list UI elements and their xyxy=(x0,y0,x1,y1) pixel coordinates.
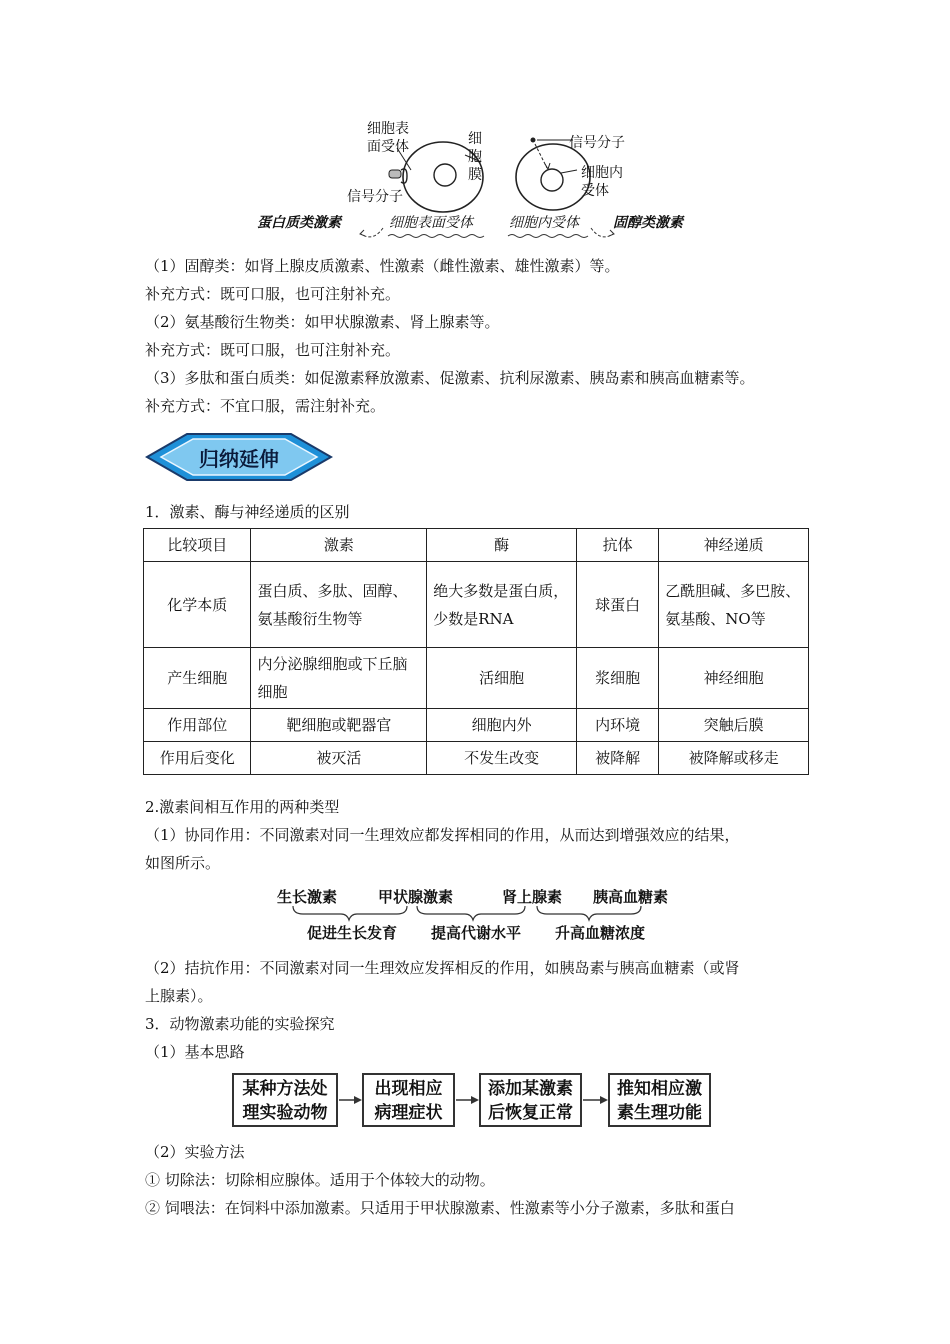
method-excision: ① 切除法：切除相应腺体。适用于个体较大的动物。 xyxy=(145,1171,495,1189)
table-header-cell: 抗体 xyxy=(576,529,658,562)
table-cell: 不发生改变 xyxy=(427,742,577,775)
table-cell: 被降解或移走 xyxy=(659,742,809,775)
table-cell: 内分泌腺细胞或下丘脑细胞 xyxy=(251,648,427,709)
table-cell: 浆细胞 xyxy=(576,648,658,709)
para-peptide-supplement: 补充方式：不宜口服，需注射补充。 xyxy=(145,397,386,415)
surface-receptor-label: 细胞表 xyxy=(367,121,409,137)
flow-arrows xyxy=(338,1090,610,1110)
table-cell: 内环境 xyxy=(576,709,658,742)
section1-title: 1．激素、酶与神经递质的区别 xyxy=(145,503,350,521)
table-row xyxy=(144,648,809,709)
inner-receptor-label-1: 细胞内 xyxy=(581,165,623,181)
membrane-label-3: 膜 xyxy=(468,167,482,183)
flow-step-4-line-1: 推知相应激 xyxy=(617,1079,702,1099)
flow-step-4-line-2: 素生理功能 xyxy=(617,1103,702,1123)
methods-title: （2）实验方法 xyxy=(145,1143,245,1161)
hormone-growth: 生长激素 xyxy=(277,888,338,906)
basic-idea-title: （1）基本思路 xyxy=(145,1043,245,1061)
arrow-right-icon xyxy=(600,1096,608,1104)
table-cell: 绝大多数是蛋白质，少数是RNA xyxy=(427,562,577,648)
membrane-label-1: 细 xyxy=(468,131,482,147)
table-cell: 神经细胞 xyxy=(659,648,809,709)
arrow-right-icon xyxy=(354,1096,362,1104)
table-cell: 作用后变化 xyxy=(144,742,251,775)
table-cell: 蛋白质、多肽、固醇、氨基酸衍生物等 xyxy=(251,562,427,648)
table-row xyxy=(144,709,809,742)
table-cell: 突触后膜 xyxy=(659,709,809,742)
para-steroid-supplement: 补充方式：既可口服，也可注射补充。 xyxy=(145,285,401,303)
flow-step-2-line-1: 出现相应 xyxy=(374,1079,443,1099)
table-cell: 靶细胞或靶器官 xyxy=(251,709,427,742)
table-cell: 化学本质 xyxy=(144,562,251,648)
section2-title: 2.激素间相互作用的两种类型 xyxy=(145,798,340,816)
table-cell: 被降解 xyxy=(576,742,658,775)
signal-molecule-label-right: 信号分子 xyxy=(569,135,625,151)
table-header-cell: 激素 xyxy=(251,529,427,562)
synergy-line-2: 如图所示。 xyxy=(145,854,221,872)
banner-title: 归纳延伸 xyxy=(199,447,279,471)
flow-step-1-line-2: 理实验动物 xyxy=(242,1103,328,1123)
para-steroid: （1）固醇类：如肾上腺皮质激素、性激素（雌性激素、雄性激素）等。 xyxy=(145,257,620,275)
surface-receptor-label-2: 面受体 xyxy=(367,139,409,155)
table-cell: 产生细胞 xyxy=(144,648,251,709)
inner-receptor-bottom-label: 细胞内受体 xyxy=(509,215,579,231)
effect-growth: 促进生长发育 xyxy=(307,924,398,942)
antagonism-line-1: （2）拮抗作用：不同激素对同一生理效应发挥相反的作用，如胰岛素与胰高血糖素（或肾 xyxy=(145,959,740,977)
flow-step-3-line-2: 后恢复正常 xyxy=(488,1103,573,1123)
hormone-glucagon: 胰高血糖素 xyxy=(593,888,669,906)
table-header-cell: 酶 xyxy=(427,529,577,562)
para-amino-supplement: 补充方式：既可口服，也可注射补充。 xyxy=(145,341,401,359)
table-cell: 被灭活 xyxy=(251,742,427,775)
steroid-hormone-label: 固醇类激素 xyxy=(613,215,683,231)
flow-step-1-line-1: 某种方法处 xyxy=(242,1079,328,1099)
antagonism-line-2: 上腺素）。 xyxy=(145,987,213,1005)
flow-step-1 xyxy=(232,1073,338,1127)
effect-blood-sugar: 升高血糖浓度 xyxy=(555,924,646,942)
table-header-cell: 比较项目 xyxy=(144,529,251,562)
synergy-line-1: （1）协同作用：不同激素对同一生理效应都发挥相同的作用，从而达到增强效应的结果， xyxy=(145,826,740,844)
table-cell: 乙酰胆碱、多巴胺、氨基酸、NO等 xyxy=(659,562,809,648)
method-feeding: ② 饲喂法：在饲料中添加激素。只适用于甲状腺激素、性激素等小分子激素，多肽和蛋白 xyxy=(145,1199,735,1217)
signal-molecule-label-left: 信号分子 xyxy=(347,189,403,205)
hormone-thyroid: 甲状腺激素 xyxy=(378,888,454,906)
para-amino: （2）氨基酸衍生物类：如甲状腺激素、肾上腺素等。 xyxy=(145,313,500,331)
inner-receptor-label-2: 受体 xyxy=(581,183,609,199)
synergy-diagram xyxy=(275,884,675,942)
para-peptide: （3）多肽和蛋白质类：如促激素释放激素、促激素、抗利尿激素、胰岛素和胰高血糖素等。 xyxy=(145,369,755,387)
receptor-diagram xyxy=(255,110,705,250)
effect-metabolism: 提高代谢水平 xyxy=(431,924,522,942)
flow-step-3-line-1: 添加某激素 xyxy=(488,1079,573,1099)
surface-receptor-bottom-label: 细胞表面受体 xyxy=(389,215,473,231)
protein-hormone-label: 蛋白质类激素 xyxy=(257,215,341,231)
arrow-right-icon xyxy=(471,1096,479,1104)
table-cell: 球蛋白 xyxy=(576,562,658,648)
table-header-row xyxy=(144,529,809,562)
flow-step-4 xyxy=(608,1073,711,1127)
table-cell: 作用部位 xyxy=(144,709,251,742)
table-row xyxy=(144,562,809,648)
table-cell: 细胞内外 xyxy=(427,709,577,742)
section3-title: 3．动物激素功能的实验探究 xyxy=(145,1015,335,1033)
table-cell: 活细胞 xyxy=(427,648,577,709)
summary-banner xyxy=(145,432,333,482)
table-row xyxy=(144,742,809,775)
membrane-label-2: 胞 xyxy=(468,149,482,165)
table-header-cell: 神经递质 xyxy=(659,529,809,562)
hormone-adrenaline: 肾上腺素 xyxy=(502,888,563,906)
comparison-table xyxy=(143,528,809,775)
flow-step-2-line-2: 病理症状 xyxy=(374,1103,443,1123)
